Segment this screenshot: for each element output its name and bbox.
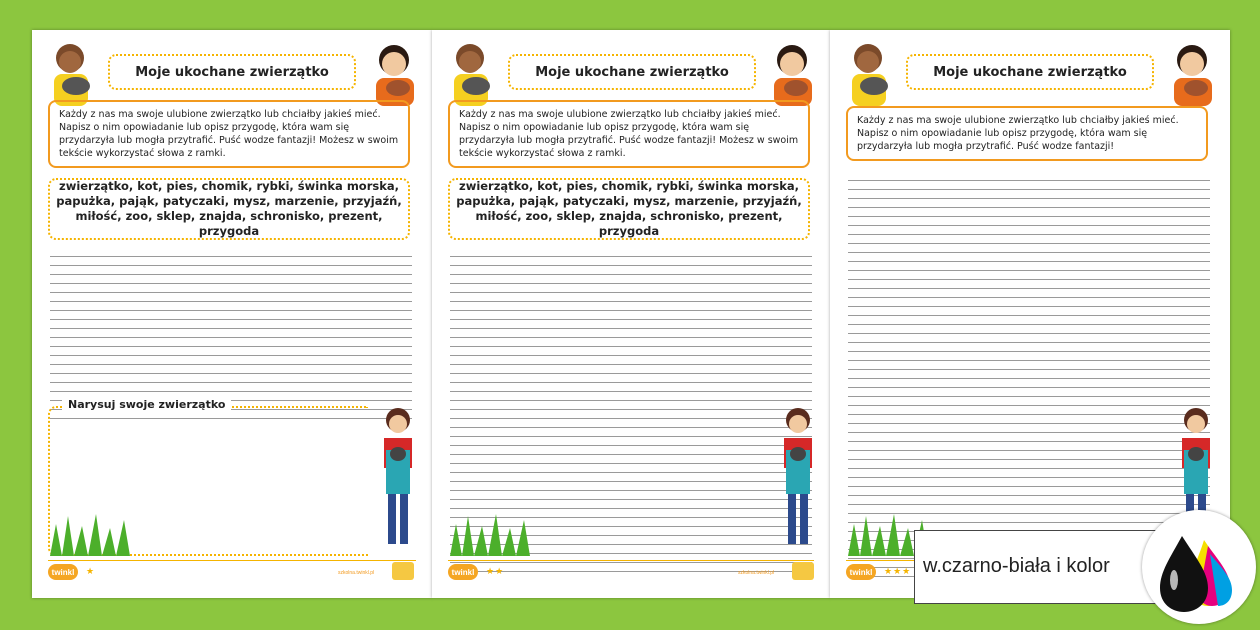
title-box bbox=[906, 54, 1154, 90]
difficulty-stars: ★★★ bbox=[884, 566, 912, 576]
teacher-with-cat-illustration bbox=[772, 404, 824, 554]
page-title: Moje ukochane zwierzątko bbox=[135, 64, 329, 80]
difficulty-stars: ★★ bbox=[486, 566, 505, 576]
word-bank-box: zwierzątko, kot, pies, chomik, rybki, świnka morska, papużka, pająk, patyczaki, mysz, marzenie, przyjaźń, miłość, zoo, sklep, znajda, schronisko, prezent, przygoda bbox=[48, 178, 410, 240]
twinkl-logo: twinkl bbox=[846, 564, 876, 580]
difficulty-stars: ★ bbox=[86, 566, 96, 576]
grass-icon bbox=[450, 510, 530, 556]
twinkl-logo: twinkl bbox=[48, 564, 78, 580]
badge-icon bbox=[792, 562, 814, 580]
site-url: szkolna.twinkl.pl bbox=[338, 570, 375, 576]
worksheet-page-1 bbox=[32, 30, 432, 598]
footer-line bbox=[48, 560, 416, 561]
boy-with-cat-illustration bbox=[446, 38, 506, 106]
girl-with-pet-illustration bbox=[362, 38, 422, 106]
cmyk-drops-icon bbox=[1142, 510, 1256, 624]
word-bank-box: zwierzątko, kot, pies, chomik, rybki, świnka morska, papużka, pająk, patyczaki, mysz, marzenie, przyjaźń, miłość, zoo, sklep, znajda, schronisko, prezent, przygoda bbox=[448, 178, 810, 240]
page-title: Moje ukochane zwierzątko bbox=[535, 64, 729, 80]
instructions-box: Każdy z nas ma swoje ulubione zwierzątko lub chciałby jakieś mieć. Napisz o nim opowiadanie lub opisz przygodę, która wam się przydarzyła lub mogła przytrafić. Puść wodze fantazji! Możesz w swoim tekście wykorzystać słowa z ramki. bbox=[448, 100, 810, 168]
grass-icon bbox=[50, 510, 130, 556]
ink-drops-icon bbox=[1142, 510, 1256, 624]
instructions-box: Każdy z nas ma swoje ulubione zwierzątko lub chciałby jakieś mieć. Napisz o nim opowiadanie lub opisz przygodę, która wam się przydarzyła lub mogła przytrafić. Puść wodze fantazji! Możesz w swoim tekście wykorzystać słowa z ramki. bbox=[48, 100, 410, 168]
worksheet-page-2 bbox=[432, 30, 830, 598]
boy-with-cat-illustration bbox=[844, 38, 904, 106]
instructions-box: Każdy z nas ma swoje ulubione zwierzątko lub chciałby jakieś mieć. Napisz o nim opowiadanie lub opisz przygodę, która wam się przydarzyła lub mogła przytrafić. Puść wodze fantazji! bbox=[846, 106, 1208, 161]
girl-with-pet-illustration bbox=[760, 38, 820, 106]
title-box bbox=[508, 54, 756, 90]
boy-with-cat-illustration bbox=[46, 38, 106, 106]
drawing-label: Narysuj swoje zwierzątko bbox=[62, 398, 231, 411]
page-title: Moje ukochane zwierzątko bbox=[933, 64, 1127, 80]
site-url: szkolna.twinkl.pl bbox=[738, 570, 775, 576]
version-label: w.czarno-biała i kolor bbox=[923, 555, 1110, 577]
teacher-with-cat-illustration bbox=[372, 404, 424, 554]
twinkl-logo: twinkl bbox=[448, 564, 478, 580]
badge-icon bbox=[392, 562, 414, 580]
title-box bbox=[108, 54, 356, 90]
girl-with-pet-illustration bbox=[1160, 38, 1220, 106]
writing-lines[interactable] bbox=[50, 248, 412, 419]
footer-line bbox=[448, 560, 814, 561]
